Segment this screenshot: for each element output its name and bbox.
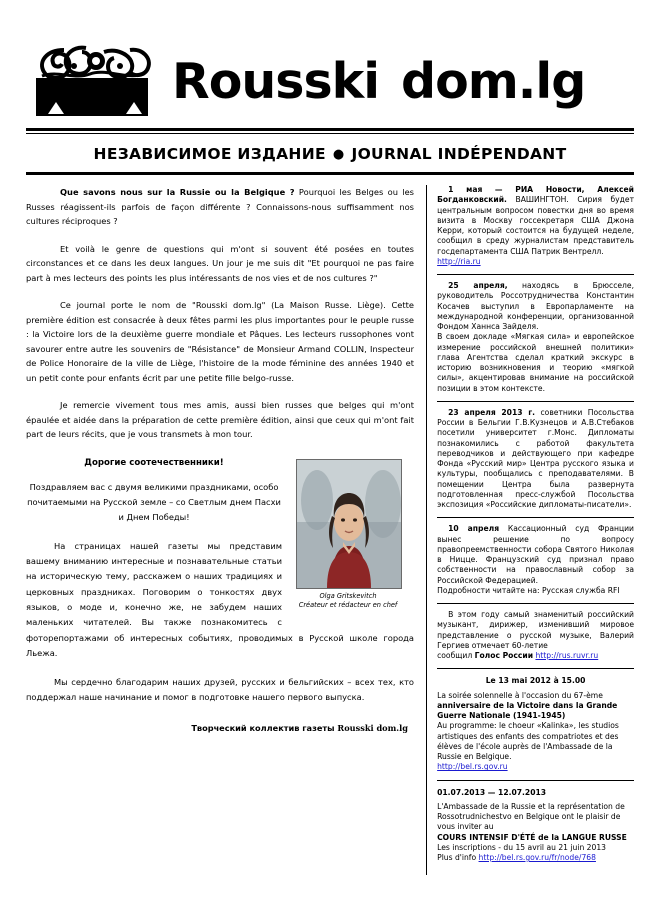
signature xyxy=(26,723,414,733)
news-item-text xyxy=(437,610,634,651)
event-link-wrap xyxy=(437,762,634,772)
news-source: — РИА Новости, Алексей Богданковский. xyxy=(437,185,634,205)
masthead-rule-thick xyxy=(26,128,634,131)
masthead-title-part2: dom.lg xyxy=(401,52,586,110)
event-block xyxy=(437,781,634,871)
russian-paragraph-2: На страницах нашей газеты мы представим вашему вниманию интересные и познавательные статьи на историческую тему, расскажем о наших традициях и церковных праздниках. Поговорим о тонкостях двух языков, о моде и, конечно же, не забудем наших маленьких читателей. Вы также познакомитесь с фоторепортажами об интересных событиях, проводимых в Русской школе города Льежа. xyxy=(26,540,414,659)
tagline-russian: НЕЗАВИСИМОЕ ИЗДАНИЕ xyxy=(93,145,326,163)
tagline xyxy=(26,134,634,172)
news-item-text xyxy=(437,408,634,511)
news-note: Подробности читайте на: Русская служба RFI xyxy=(437,585,620,595)
news-body: находясь в Брюсселе, руководитель Россотрудничества Константин Косачев выступил в Европарламенте на международной конференции, организованной Фондом Ханнса Зайделя. xyxy=(437,281,634,331)
event-link[interactable]: http://bel.rs.gov.ru xyxy=(437,762,508,772)
news-date: 23 апреля 2013 г. xyxy=(448,407,536,417)
editor-photo-caption xyxy=(296,592,400,611)
page-title xyxy=(172,52,586,110)
news-note-prefix: сообщил xyxy=(437,651,475,660)
news-body-2: В своем докладе «Мягкая сила» и европейское измерение российской внешней политики» глава Агентства сделал краткий экскурс в историю возникновения и теорию «мягкой силы», акцентировав внимание на российской позиции в этом контексте. xyxy=(437,332,634,393)
event-line-2: Au programme: le choeur «Kalinka», les studios artistiques des enfants des compatriotes et des élèves de l'école auprès de l'Ambassade de la Russie en Belgique. xyxy=(437,721,619,761)
editorial-lead-bold: Que savons nous sur la Russie ou la Belgique ? xyxy=(60,187,295,197)
editorial-paragraph-3: Ce journal porte le nom de "Rousski dom.lg" (La Maison Russe. Liège). Cette première édition est consacrée à deux fêtes parmi les plus importantes pour le peuple russe : la Victoire lors de la deuxième guerre mondiale et Pâques. Les lecteurs russophones vont savourer entre autre les souvenirs de "Résistance" de Monsieur Armand COLLIN, Inspecteur de Police Honoraire de la ville de Liège, l'histoire de la mode féminine des années 1940 et un petit conte pour enfants écrit par une petite fille belgo-russe. xyxy=(26,300,414,383)
news-note xyxy=(437,651,634,661)
event-line-1-bold: anniversaire de la Victoire dans la Grande Guerre Nationale (1941-1945) xyxy=(437,700,618,720)
news-link-wrap xyxy=(437,257,634,267)
event-course-title: COURS INTENSIF D'ÉTÉ de la LANGUE RUSSE xyxy=(437,832,627,842)
news-item xyxy=(437,402,634,519)
floral-ornament-logo-icon xyxy=(34,44,162,118)
editorial-paragraph-1-rest: Pourquoi les Belges ou les Russes réagissent-ils parfois de façon différente ? Connaissons-nous suffisamment nos cultures réciproques ? xyxy=(26,187,415,227)
news-note-source: Голос России xyxy=(474,651,534,660)
editor-role: Créateur et rédacteur en chef xyxy=(298,601,398,610)
editorial-column xyxy=(26,185,426,733)
news-link[interactable]: http://ria.ru xyxy=(437,256,481,266)
tagline-rule xyxy=(26,172,634,175)
news-body: ВАШИНГТОН. Сирия будет центральным вопросом повестки дня во время визита в Москву госсекретаря США Джона Керри, который состоится на будущей неделе, сообщил в среду журналистам представитель госдепартамента США Патрик Вентрелл. xyxy=(437,195,634,256)
news-item xyxy=(437,604,634,669)
event-block xyxy=(437,669,634,780)
editorial-paragraph-2: Et voilà le genre de questions qui m'ont si souvent été posées en toutes circonstances et ce dans les deux langues. Un jour je me suis dit "Et pourquoi ne pas faire part à mes lecteurs des points les plus intéressants de nos vies et de nos cultures ?" xyxy=(26,243,414,283)
masthead-title-part1: Rousski xyxy=(172,52,379,110)
news-item xyxy=(437,185,634,275)
event-link-wrap xyxy=(437,853,634,863)
news-date: 10 апреля xyxy=(448,524,500,534)
news-body: советники Посольства России в Бельгии Г.В.Кузнецов и А.В.Стебаков посетили университет г.Монс. Дипломаты познакомились с работой факультета переводчиков и действующего при кафедре Фонда «Русский мир» Центра русского языка и культуры, пообщались с преподавателями. В помещении Центра была развернута подготовленная пресс-службой Посольства экспозиция «Российские дипломаты-писатели». xyxy=(437,407,634,509)
event-title: 01.07.2013 — 12.07.2013 xyxy=(437,787,547,797)
event-line-1 xyxy=(437,691,634,722)
editor-name: Olga Gritskevitch xyxy=(319,591,377,600)
event-line-3: Les inscriptions - du 15 avril au 21 juin 2013 xyxy=(437,842,606,852)
event-link[interactable]: http://bel.rs.gov.ru/fr/node/768 xyxy=(478,853,596,862)
russian-paragraph-3: Мы сердечно благодарим наших друзей, русских и бельгийских – всех тех, кто поддержал наше начинание и помог в подготовке нашего первого выпуска. xyxy=(26,676,414,702)
news-item-text xyxy=(437,281,634,332)
news-body: Кассационный суд Франции вынес решение по вопросу правопреемственности собора Святого Николая в Ницце. Французский суд признал право собственности на православный собор за Российской Федерацией. xyxy=(437,524,634,585)
editorial-paragraph-1 xyxy=(26,185,414,229)
news-body: В этом году самый знаменитый российский музыкант, дирижер, изменивший мировое представление о русской музыке, Валерий Гергиев отмечает 60-летие xyxy=(437,610,634,650)
news-item-text xyxy=(437,185,634,257)
news-item xyxy=(437,275,634,402)
news-item-text xyxy=(437,524,634,586)
news-item xyxy=(437,518,634,604)
russian-paragraph-1: Поздравляем вас с двумя великими праздниками, особо почитаемыми на Русской земле – со Светлым днем Пасхи и Днем Победы! xyxy=(27,481,281,523)
tagline-separator-icon: ● xyxy=(332,147,345,162)
tagline-french: JOURNAL INDÉPENDANT xyxy=(351,145,567,163)
editor-photo xyxy=(296,459,402,589)
editorial-paragraph-4: Je remercie vivement tous mes amis, aussi bien russes que belges qui m'ont épaulée et aidée dans la préparation de cette première édition, ainsi que ceux qui m'ont fait part de leurs récits, que je vous transmets à mon tour. xyxy=(26,400,414,440)
signature-brand: Rousski dom.lg xyxy=(337,723,408,734)
event-line-1: L'Ambassade de la Russie et la représentation de Rossotrudnichestvo en Belgique ont le plaisir de vous inviter au xyxy=(437,801,625,832)
news-date: 25 апреля, xyxy=(448,281,508,290)
event-plus-info-label: Plus d'info xyxy=(437,853,479,862)
russian-greeting-heading: Дорогие соотечественники! xyxy=(84,457,224,468)
signature-text: Творческий коллектив газеты xyxy=(191,723,338,734)
news-link[interactable]: http://rus.ruvr.ru xyxy=(535,651,599,660)
event-line-2 xyxy=(437,833,634,843)
event-line-1-text: La soirée solennelle à l'occasion du 67-ème xyxy=(437,690,603,700)
news-column xyxy=(437,185,634,870)
body-columns xyxy=(26,185,634,875)
news-date: 1 мая xyxy=(448,185,483,194)
masthead xyxy=(26,30,634,118)
event-title: Le 13 mai 2012 à 15.00 xyxy=(485,676,586,686)
editor-photo-block xyxy=(296,459,400,611)
